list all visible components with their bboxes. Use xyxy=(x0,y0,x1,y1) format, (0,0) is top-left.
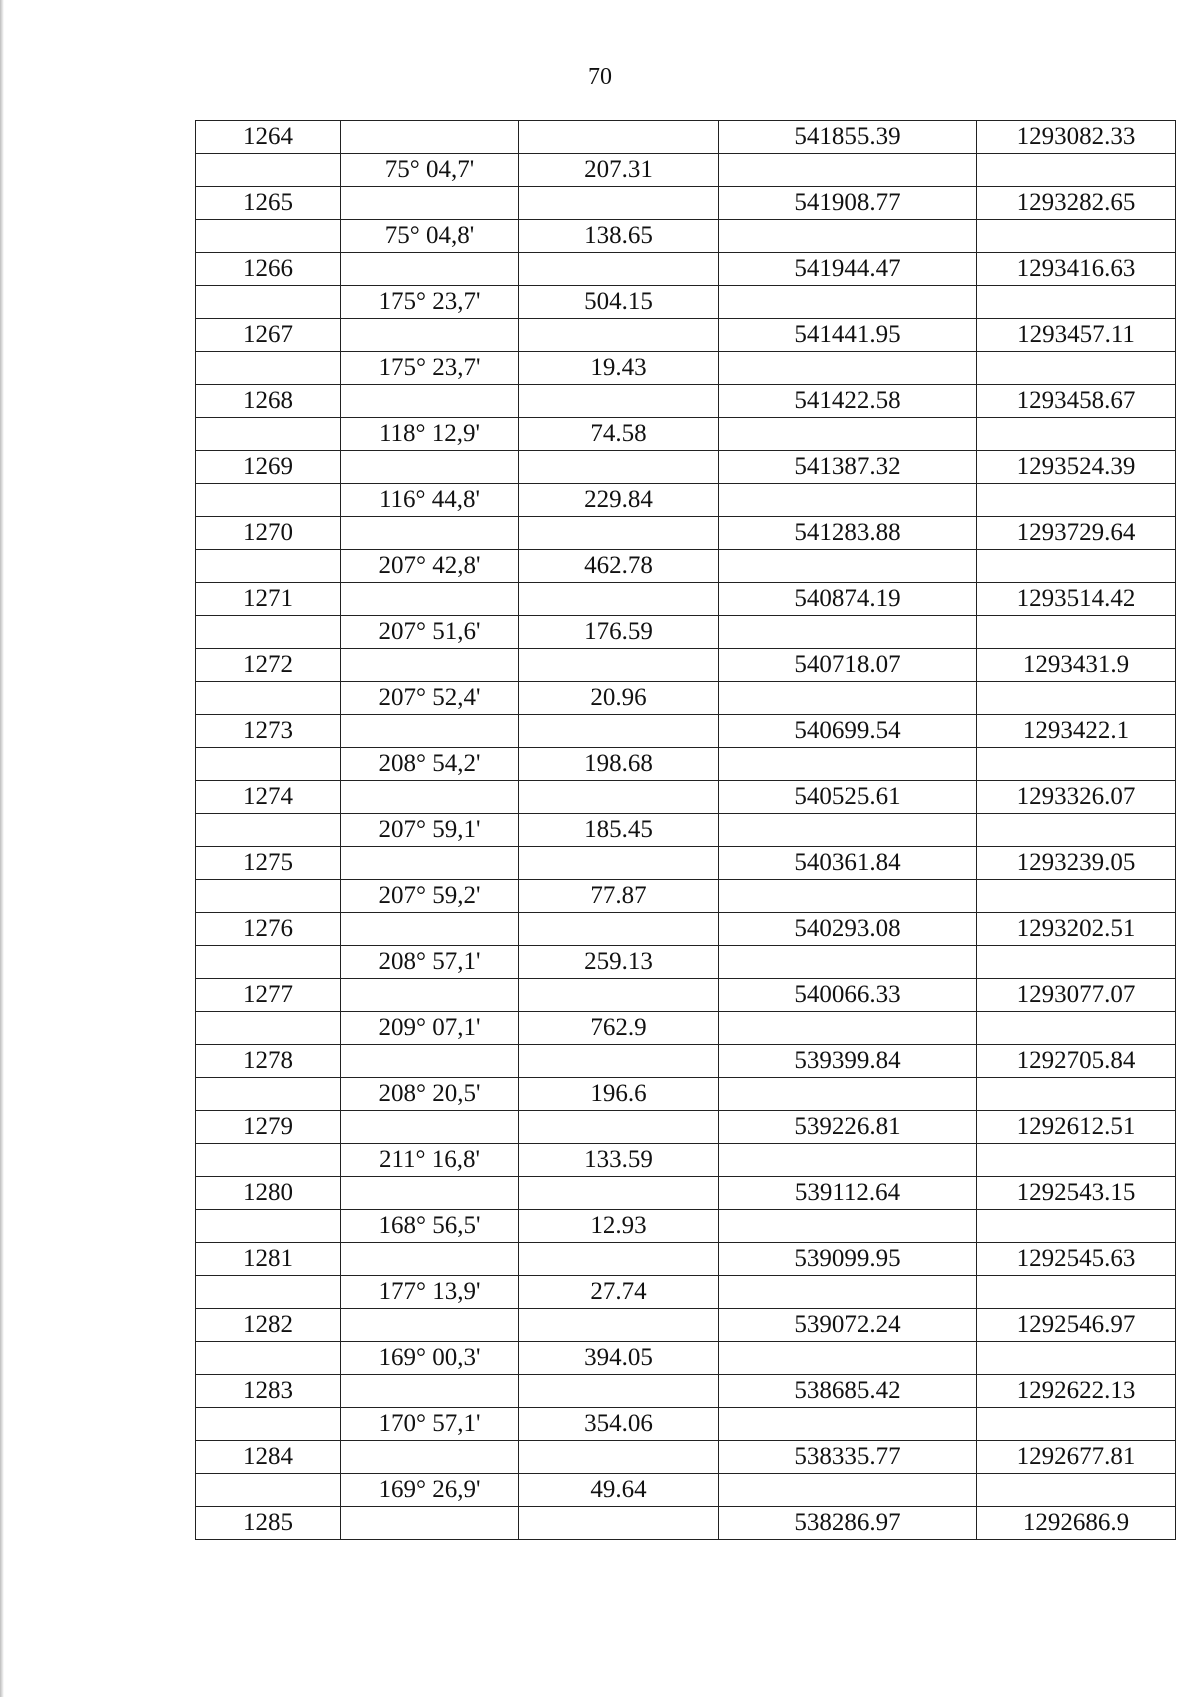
bearing-angle-cell xyxy=(341,319,519,352)
distance-cell: 762.9 xyxy=(519,1012,719,1045)
x-coordinate-cell xyxy=(719,1210,977,1243)
table-row-point xyxy=(196,913,1176,946)
y-coordinate-cell: 1293202.51 xyxy=(977,913,1176,946)
point-number-cell xyxy=(196,352,341,385)
distance-cell xyxy=(519,1045,719,1078)
bearing-angle-cell: 211° 16,8' xyxy=(341,1144,519,1177)
x-coordinate-cell xyxy=(719,946,977,979)
bearing-angle-cell xyxy=(341,385,519,418)
table-row-segment xyxy=(196,748,1176,781)
x-coordinate-cell xyxy=(719,682,977,715)
table-row-segment xyxy=(196,550,1176,583)
y-coordinate-cell xyxy=(977,880,1176,913)
distance-cell xyxy=(519,121,719,154)
x-coordinate-cell: 539112.64 xyxy=(719,1177,977,1210)
y-coordinate-cell xyxy=(977,1276,1176,1309)
table-row-point xyxy=(196,583,1176,616)
bearing-angle-cell: 207° 59,1' xyxy=(341,814,519,847)
bearing-angle-cell xyxy=(341,1375,519,1408)
table-row-point xyxy=(196,1507,1176,1540)
table-row-segment xyxy=(196,352,1176,385)
point-number-cell: 1272 xyxy=(196,649,341,682)
table-row-segment xyxy=(196,1342,1176,1375)
distance-cell: 462.78 xyxy=(519,550,719,583)
bearing-angle-cell xyxy=(341,913,519,946)
bearing-angle-cell xyxy=(341,1441,519,1474)
table-row-point xyxy=(196,1441,1176,1474)
table-row-segment xyxy=(196,1012,1176,1045)
point-number-cell: 1273 xyxy=(196,715,341,748)
point-number-cell: 1281 xyxy=(196,1243,341,1276)
table-row-segment xyxy=(196,1078,1176,1111)
x-coordinate-cell: 541908.77 xyxy=(719,187,977,220)
distance-cell: 354.06 xyxy=(519,1408,719,1441)
table-row-segment xyxy=(196,220,1176,253)
x-coordinate-cell: 539399.84 xyxy=(719,1045,977,1078)
distance-cell xyxy=(519,715,719,748)
bearing-angle-cell xyxy=(341,781,519,814)
table-row-segment xyxy=(196,1474,1176,1507)
scan-left-edge xyxy=(0,0,4,1697)
bearing-angle-cell xyxy=(341,583,519,616)
distance-cell xyxy=(519,583,719,616)
y-coordinate-cell xyxy=(977,946,1176,979)
x-coordinate-cell: 540066.33 xyxy=(719,979,977,1012)
distance-cell: 229.84 xyxy=(519,484,719,517)
point-number-cell xyxy=(196,220,341,253)
bearing-angle-cell: 207° 59,2' xyxy=(341,880,519,913)
distance-cell xyxy=(519,1507,719,1540)
bearing-angle-cell: 207° 51,6' xyxy=(341,616,519,649)
point-number-cell xyxy=(196,286,341,319)
x-coordinate-cell xyxy=(719,748,977,781)
bearing-angle-cell xyxy=(341,187,519,220)
x-coordinate-cell: 540525.61 xyxy=(719,781,977,814)
table-row-point xyxy=(196,451,1176,484)
y-coordinate-cell: 1293524.39 xyxy=(977,451,1176,484)
x-coordinate-cell xyxy=(719,880,977,913)
point-number-cell xyxy=(196,484,341,517)
x-coordinate-cell xyxy=(719,286,977,319)
y-coordinate-cell xyxy=(977,1408,1176,1441)
distance-cell: 12.93 xyxy=(519,1210,719,1243)
table-row-segment xyxy=(196,682,1176,715)
distance-cell: 74.58 xyxy=(519,418,719,451)
point-number-cell: 1277 xyxy=(196,979,341,1012)
point-number-cell: 1265 xyxy=(196,187,341,220)
table-row-point xyxy=(196,979,1176,1012)
point-number-cell xyxy=(196,1144,341,1177)
y-coordinate-cell: 1293431.9 xyxy=(977,649,1176,682)
distance-cell xyxy=(519,1243,719,1276)
y-coordinate-cell: 1293422.1 xyxy=(977,715,1176,748)
y-coordinate-cell xyxy=(977,1078,1176,1111)
table-row-segment xyxy=(196,1144,1176,1177)
y-coordinate-cell: 1292677.81 xyxy=(977,1441,1176,1474)
y-coordinate-cell: 1293514.42 xyxy=(977,583,1176,616)
distance-cell: 27.74 xyxy=(519,1276,719,1309)
distance-cell: 20.96 xyxy=(519,682,719,715)
table-row-segment xyxy=(196,814,1176,847)
point-number-cell: 1279 xyxy=(196,1111,341,1144)
bearing-angle-cell: 170° 57,1' xyxy=(341,1408,519,1441)
bearing-angle-cell xyxy=(341,121,519,154)
table-row-point xyxy=(196,847,1176,880)
point-number-cell: 1270 xyxy=(196,517,341,550)
point-number-cell: 1278 xyxy=(196,1045,341,1078)
bearing-angle-cell xyxy=(341,1045,519,1078)
bearing-angle-cell xyxy=(341,649,519,682)
point-number-cell: 1274 xyxy=(196,781,341,814)
x-coordinate-cell xyxy=(719,1474,977,1507)
distance-cell: 207.31 xyxy=(519,154,719,187)
table-row-point xyxy=(196,715,1176,748)
x-coordinate-cell xyxy=(719,220,977,253)
bearing-angle-cell: 209° 07,1' xyxy=(341,1012,519,1045)
point-number-cell xyxy=(196,1342,341,1375)
bearing-angle-cell xyxy=(341,847,519,880)
bearing-angle-cell xyxy=(341,1309,519,1342)
x-coordinate-cell xyxy=(719,550,977,583)
bearing-angle-cell: 177° 13,9' xyxy=(341,1276,519,1309)
bearing-angle-cell xyxy=(341,1507,519,1540)
point-number-cell: 1282 xyxy=(196,1309,341,1342)
distance-cell xyxy=(519,1441,719,1474)
point-number-cell: 1275 xyxy=(196,847,341,880)
y-coordinate-cell: 1292622.13 xyxy=(977,1375,1176,1408)
table-row-point xyxy=(196,121,1176,154)
x-coordinate-cell xyxy=(719,1342,977,1375)
x-coordinate-cell: 538335.77 xyxy=(719,1441,977,1474)
table-row-segment xyxy=(196,286,1176,319)
coordinate-table xyxy=(195,120,1176,1540)
point-number-cell xyxy=(196,682,341,715)
bearing-angle-cell xyxy=(341,715,519,748)
y-coordinate-cell: 1293729.64 xyxy=(977,517,1176,550)
distance-cell xyxy=(519,1309,719,1342)
table-row-point xyxy=(196,1111,1176,1144)
y-coordinate-cell: 1292705.84 xyxy=(977,1045,1176,1078)
x-coordinate-cell xyxy=(719,1078,977,1111)
x-coordinate-cell xyxy=(719,1012,977,1045)
x-coordinate-cell: 538685.42 xyxy=(719,1375,977,1408)
x-coordinate-cell: 540293.08 xyxy=(719,913,977,946)
table-row-segment xyxy=(196,880,1176,913)
point-number-cell xyxy=(196,814,341,847)
point-number-cell: 1271 xyxy=(196,583,341,616)
y-coordinate-cell xyxy=(977,550,1176,583)
y-coordinate-cell: 1293458.67 xyxy=(977,385,1176,418)
x-coordinate-cell xyxy=(719,616,977,649)
bearing-angle-cell xyxy=(341,451,519,484)
point-number-cell: 1285 xyxy=(196,1507,341,1540)
table-row-point xyxy=(196,1045,1176,1078)
bearing-angle-cell: 75° 04,7' xyxy=(341,154,519,187)
x-coordinate-cell: 539099.95 xyxy=(719,1243,977,1276)
distance-cell xyxy=(519,319,719,352)
x-coordinate-cell xyxy=(719,1408,977,1441)
point-number-cell xyxy=(196,880,341,913)
x-coordinate-cell: 541387.32 xyxy=(719,451,977,484)
point-number-cell xyxy=(196,550,341,583)
y-coordinate-cell xyxy=(977,1342,1176,1375)
x-coordinate-cell: 539226.81 xyxy=(719,1111,977,1144)
point-number-cell: 1276 xyxy=(196,913,341,946)
point-number-cell: 1267 xyxy=(196,319,341,352)
bearing-angle-cell xyxy=(341,517,519,550)
y-coordinate-cell xyxy=(977,1474,1176,1507)
distance-cell xyxy=(519,979,719,1012)
table-row-point xyxy=(196,319,1176,352)
y-coordinate-cell: 1293457.11 xyxy=(977,319,1176,352)
y-coordinate-cell: 1293082.33 xyxy=(977,121,1176,154)
x-coordinate-cell: 541944.47 xyxy=(719,253,977,286)
bearing-angle-cell xyxy=(341,1177,519,1210)
point-number-cell xyxy=(196,154,341,187)
distance-cell xyxy=(519,451,719,484)
point-number-cell xyxy=(196,1408,341,1441)
x-coordinate-cell: 540874.19 xyxy=(719,583,977,616)
y-coordinate-cell: 1293239.05 xyxy=(977,847,1176,880)
x-coordinate-cell: 541855.39 xyxy=(719,121,977,154)
y-coordinate-cell xyxy=(977,682,1176,715)
table-row-point xyxy=(196,781,1176,814)
distance-cell xyxy=(519,187,719,220)
bearing-angle-cell: 75° 04,8' xyxy=(341,220,519,253)
bearing-angle-cell: 175° 23,7' xyxy=(341,286,519,319)
point-number-cell: 1266 xyxy=(196,253,341,286)
y-coordinate-cell: 1293077.07 xyxy=(977,979,1176,1012)
bearing-angle-cell: 208° 54,2' xyxy=(341,748,519,781)
x-coordinate-cell xyxy=(719,484,977,517)
table-row-segment xyxy=(196,1408,1176,1441)
point-number-cell xyxy=(196,1012,341,1045)
point-number-cell xyxy=(196,1210,341,1243)
y-coordinate-cell xyxy=(977,154,1176,187)
y-coordinate-cell: 1292543.15 xyxy=(977,1177,1176,1210)
distance-cell: 185.45 xyxy=(519,814,719,847)
distance-cell xyxy=(519,1111,719,1144)
distance-cell: 259.13 xyxy=(519,946,719,979)
bearing-angle-cell: 208° 57,1' xyxy=(341,946,519,979)
table-row-point xyxy=(196,187,1176,220)
table-row-point xyxy=(196,1375,1176,1408)
table-row-segment xyxy=(196,418,1176,451)
x-coordinate-cell xyxy=(719,1144,977,1177)
x-coordinate-cell: 538286.97 xyxy=(719,1507,977,1540)
table-row-segment xyxy=(196,484,1176,517)
distance-cell: 198.68 xyxy=(519,748,719,781)
point-number-cell: 1283 xyxy=(196,1375,341,1408)
bearing-angle-cell: 208° 20,5' xyxy=(341,1078,519,1111)
distance-cell xyxy=(519,649,719,682)
x-coordinate-cell: 540718.07 xyxy=(719,649,977,682)
page-number: 70 xyxy=(588,64,612,90)
y-coordinate-cell: 1292546.97 xyxy=(977,1309,1176,1342)
bearing-angle-cell: 168° 56,5' xyxy=(341,1210,519,1243)
point-number-cell xyxy=(196,1276,341,1309)
y-coordinate-cell xyxy=(977,418,1176,451)
y-coordinate-cell xyxy=(977,1210,1176,1243)
x-coordinate-cell: 540699.54 xyxy=(719,715,977,748)
bearing-angle-cell xyxy=(341,253,519,286)
x-coordinate-cell xyxy=(719,814,977,847)
table-row-point xyxy=(196,385,1176,418)
bearing-angle-cell: 207° 52,4' xyxy=(341,682,519,715)
bearing-angle-cell xyxy=(341,1243,519,1276)
bearing-angle-cell: 207° 42,8' xyxy=(341,550,519,583)
point-number-cell xyxy=(196,748,341,781)
y-coordinate-cell: 1292686.9 xyxy=(977,1507,1176,1540)
y-coordinate-cell xyxy=(977,616,1176,649)
coordinate-table-body xyxy=(196,121,1176,1540)
point-number-cell: 1268 xyxy=(196,385,341,418)
table-row-point xyxy=(196,649,1176,682)
distance-cell: 138.65 xyxy=(519,220,719,253)
point-number-cell: 1269 xyxy=(196,451,341,484)
distance-cell xyxy=(519,781,719,814)
point-number-cell: 1284 xyxy=(196,1441,341,1474)
x-coordinate-cell xyxy=(719,418,977,451)
bearing-angle-cell: 169° 26,9' xyxy=(341,1474,519,1507)
distance-cell xyxy=(519,847,719,880)
x-coordinate-cell: 539072.24 xyxy=(719,1309,977,1342)
x-coordinate-cell: 540361.84 xyxy=(719,847,977,880)
table-row-point xyxy=(196,1243,1176,1276)
x-coordinate-cell: 541422.58 xyxy=(719,385,977,418)
bearing-angle-cell: 169° 00,3' xyxy=(341,1342,519,1375)
distance-cell xyxy=(519,517,719,550)
y-coordinate-cell xyxy=(977,352,1176,385)
y-coordinate-cell xyxy=(977,484,1176,517)
table-row-segment xyxy=(196,1210,1176,1243)
point-number-cell: 1280 xyxy=(196,1177,341,1210)
y-coordinate-cell: 1293326.07 xyxy=(977,781,1176,814)
point-number-cell xyxy=(196,616,341,649)
distance-cell: 504.15 xyxy=(519,286,719,319)
y-coordinate-cell: 1292545.63 xyxy=(977,1243,1176,1276)
point-number-cell xyxy=(196,418,341,451)
distance-cell: 49.64 xyxy=(519,1474,719,1507)
distance-cell xyxy=(519,913,719,946)
x-coordinate-cell: 541441.95 xyxy=(719,319,977,352)
distance-cell: 77.87 xyxy=(519,880,719,913)
table-row-point xyxy=(196,517,1176,550)
x-coordinate-cell xyxy=(719,1276,977,1309)
bearing-angle-cell: 118° 12,9' xyxy=(341,418,519,451)
y-coordinate-cell xyxy=(977,1144,1176,1177)
y-coordinate-cell: 1293416.63 xyxy=(977,253,1176,286)
x-coordinate-cell xyxy=(719,352,977,385)
y-coordinate-cell xyxy=(977,814,1176,847)
table-row-segment xyxy=(196,616,1176,649)
table-row-segment xyxy=(196,1276,1176,1309)
y-coordinate-cell: 1292612.51 xyxy=(977,1111,1176,1144)
x-coordinate-cell: 541283.88 xyxy=(719,517,977,550)
bearing-angle-cell: 175° 23,7' xyxy=(341,352,519,385)
table-row-segment xyxy=(196,946,1176,979)
point-number-cell xyxy=(196,1474,341,1507)
distance-cell xyxy=(519,385,719,418)
distance-cell: 19.43 xyxy=(519,352,719,385)
y-coordinate-cell xyxy=(977,748,1176,781)
y-coordinate-cell: 1293282.65 xyxy=(977,187,1176,220)
distance-cell: 394.05 xyxy=(519,1342,719,1375)
bearing-angle-cell xyxy=(341,1111,519,1144)
distance-cell: 133.59 xyxy=(519,1144,719,1177)
table-row-point xyxy=(196,1309,1176,1342)
table-row-point xyxy=(196,1177,1176,1210)
point-number-cell: 1264 xyxy=(196,121,341,154)
table-row-segment xyxy=(196,154,1176,187)
distance-cell: 196.6 xyxy=(519,1078,719,1111)
distance-cell xyxy=(519,1375,719,1408)
point-number-cell xyxy=(196,1078,341,1111)
y-coordinate-cell xyxy=(977,220,1176,253)
bearing-angle-cell: 116° 44,8' xyxy=(341,484,519,517)
distance-cell: 176.59 xyxy=(519,616,719,649)
x-coordinate-cell xyxy=(719,154,977,187)
distance-cell xyxy=(519,1177,719,1210)
y-coordinate-cell xyxy=(977,286,1176,319)
y-coordinate-cell xyxy=(977,1012,1176,1045)
table-row-point xyxy=(196,253,1176,286)
bearing-angle-cell xyxy=(341,979,519,1012)
point-number-cell xyxy=(196,946,341,979)
distance-cell xyxy=(519,253,719,286)
